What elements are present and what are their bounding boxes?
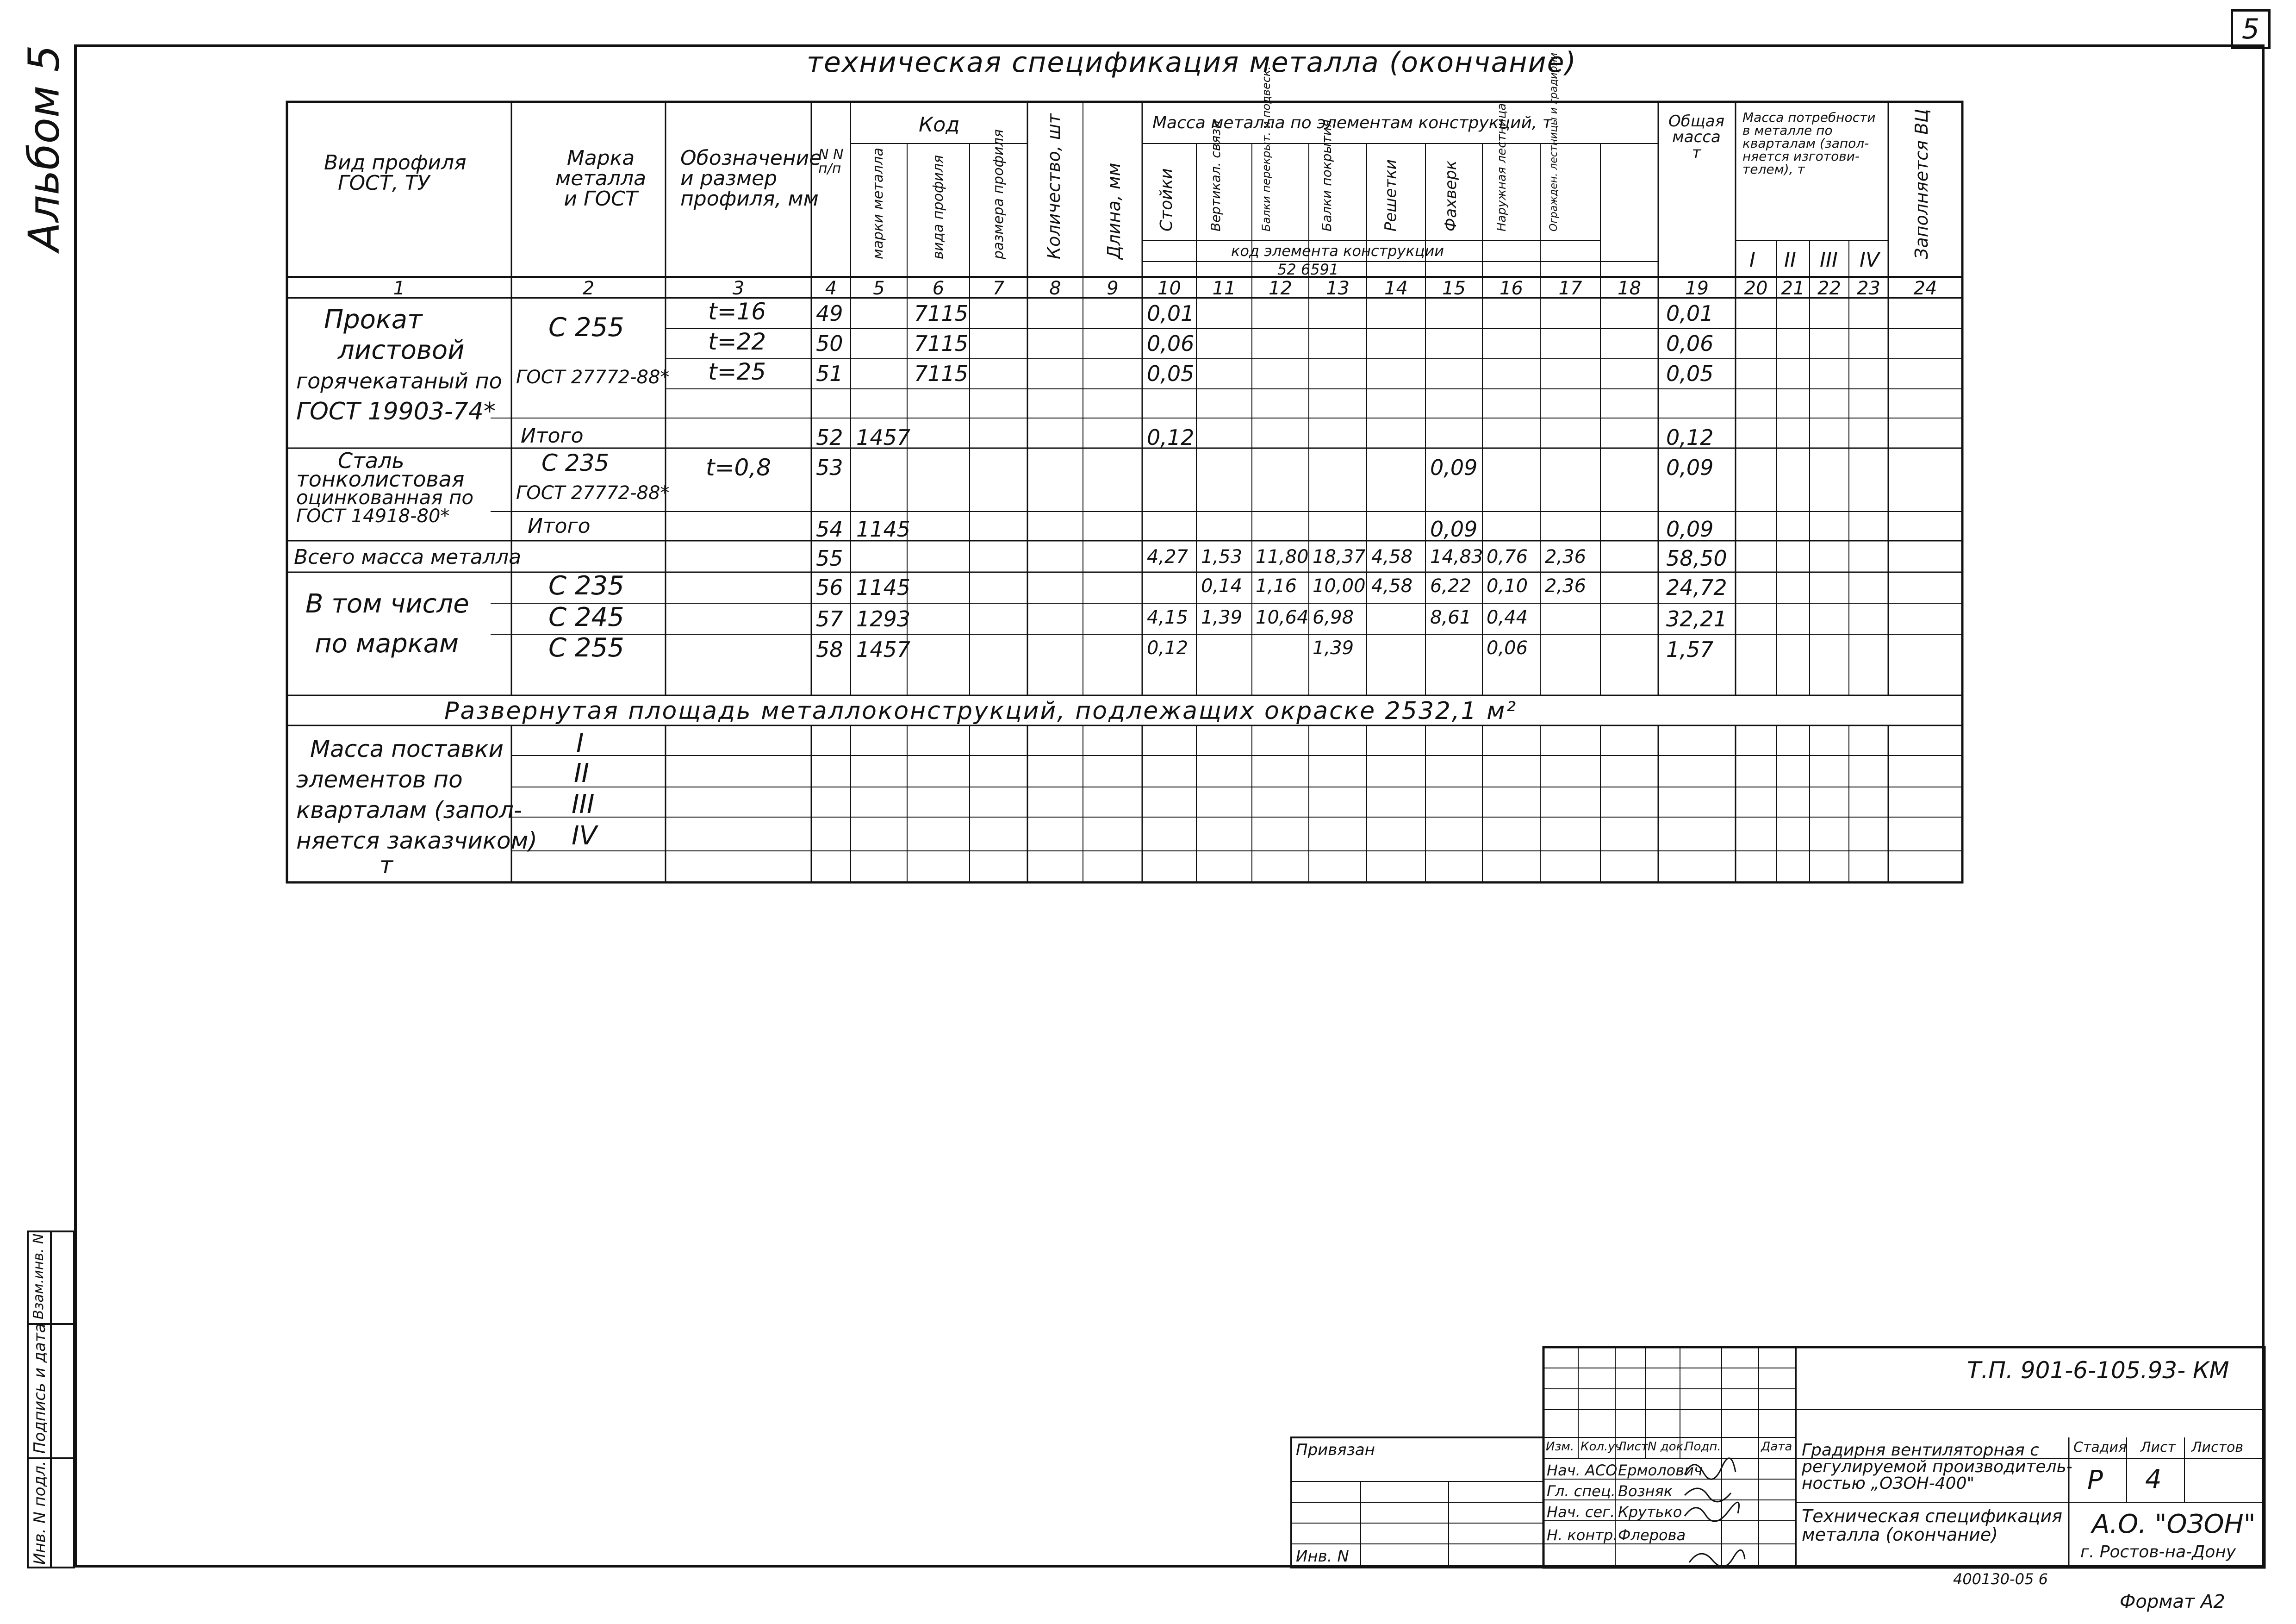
hdr-quarters-l4: няется изготови- (1742, 149, 1860, 164)
column-number: 23 (1857, 278, 1880, 299)
g2-total-c19: 0,09 (1666, 517, 1714, 542)
hdr-fill-vc: Заполняется ВЦ (1911, 109, 1932, 259)
g2-grade: С 235 (541, 450, 610, 476)
g1-col1-l4: ГОСТ 19903-74* (296, 398, 496, 425)
grade-row-c12: 10,64 (1256, 607, 1309, 628)
hdr-col1-l1: Вид профиля (324, 151, 467, 175)
column-number: 20 (1744, 278, 1768, 299)
grade-row-c10: 4,15 (1147, 607, 1188, 628)
stamp-role: Н. контр. (1547, 1526, 1618, 1544)
format-label: Формат А2 (2120, 1591, 2225, 1612)
column-number: 5 (873, 278, 885, 299)
g1-row-size: t=22 (708, 328, 766, 355)
g1-grade: С 255 (548, 312, 624, 343)
supply-l5: т (380, 852, 393, 879)
g1-total-c19: 0,12 (1666, 425, 1714, 450)
hdr-element-code-label: код элемента конструкции (1231, 242, 1444, 260)
column-number: 8 (1049, 278, 1061, 299)
hdr-col4-l2: п/п (818, 161, 841, 177)
grade-row-c11: 0,14 (1201, 575, 1243, 597)
all-total-c10: 4,27 (1147, 546, 1188, 568)
g2-gost: ГОСТ 27772-88* (516, 482, 670, 504)
grade-row-c14: 4,58 (1371, 575, 1413, 597)
all-total-c11: 1,53 (1201, 546, 1243, 568)
column-number: 14 (1384, 278, 1408, 299)
hdr-col3-l2: и размер (680, 167, 778, 190)
hdr-quarters-l2: в металле по (1742, 123, 1833, 138)
column-number: 2 (582, 278, 595, 299)
hdr-q2: II (1784, 248, 1796, 272)
hdr-code-grade: марки металла (870, 148, 886, 259)
hdr-el-6: Фахверк (1442, 160, 1460, 231)
hdr-code-size: размера профиля (990, 129, 1007, 259)
grade-row-c5: 1145 (856, 575, 911, 600)
hdr-qty: Количество, шт (1044, 113, 1064, 259)
grade-row-c13: 6,98 (1313, 607, 1354, 628)
all-total-c19: 58,50 (1666, 546, 1727, 571)
sheet-name-l2: металла (окончание) (1802, 1524, 1998, 1545)
stamp-col-header: N док. (1648, 1440, 1687, 1454)
grade-row-c17: 2,36 (1545, 575, 1587, 597)
g2-col1-l4: ГОСТ 14918-80* (296, 506, 450, 527)
column-number: 9 (1107, 278, 1119, 299)
g1-row-c6: 7115 (914, 361, 969, 386)
area-line: Развернутая площадь металлоконструкций, подлежащих окраске 2532,1 м² (444, 697, 1518, 725)
grade-row-c10: 0,12 (1147, 637, 1188, 659)
hdr-length: Длина, мм (1104, 162, 1124, 259)
page-number: 5 (2231, 9, 2271, 49)
all-total-n: 55 (816, 546, 843, 571)
strip-vzam: Взам.инв. N (31, 1233, 47, 1319)
supply-l2: элементов по (296, 766, 463, 793)
g1-col1-l2: листовой (338, 335, 465, 365)
stamp-col-header: Кол.уч (1580, 1440, 1622, 1454)
grade-row-n: 57 (816, 606, 843, 631)
supply-q4: IV (572, 821, 597, 851)
grade-row-c19: 24,72 (1666, 575, 1727, 600)
grade-row-c16: 0,10 (1487, 575, 1528, 597)
g1-row-c19: 0,06 (1666, 331, 1714, 356)
grade-row-c16: 0,44 (1487, 607, 1528, 628)
privyazan: Привязан (1296, 1441, 1375, 1459)
hdr-el-4: Балки покрытия (1319, 119, 1334, 231)
grade-row-grade: С 255 (548, 633, 624, 663)
stamp-col-header: Дата (1761, 1440, 1792, 1454)
g2-total-c5: 1145 (856, 517, 911, 542)
hdr-el-8: Огражден. лестницы и градирни (1548, 52, 1560, 231)
column-number: 3 (732, 278, 745, 299)
grade-row-c11: 1,39 (1201, 607, 1243, 628)
g1-row-c10: 0,06 (1147, 331, 1195, 356)
hdr-total-mass-l2: масса (1672, 128, 1721, 146)
grade-row-c19: 32,21 (1666, 606, 1727, 631)
hdr-el-3: Балки перекрыт. и подвеск. (1260, 66, 1273, 231)
hdr-el-2: Вертикал. связи (1208, 120, 1223, 231)
g1-total-n: 52 (816, 425, 843, 450)
column-number: 19 (1685, 278, 1709, 299)
g2-col1-l2: тонколистовая (296, 467, 465, 492)
hdr-col3-l1: Обозначение (680, 146, 822, 170)
column-number: 12 (1269, 278, 1292, 299)
stage-label: Стадия (2073, 1439, 2127, 1455)
g1-row-size: t=25 (708, 358, 766, 385)
g1-row-n: 49 (816, 301, 843, 326)
stamp-col-header: Подп. (1685, 1440, 1721, 1454)
grade-row-c13: 1,39 (1313, 637, 1354, 659)
g2-size: t=0,8 (706, 454, 772, 481)
sheet-name (1802, 1507, 2062, 1544)
grade-row-c5: 1293 (856, 606, 911, 631)
g1-total-label: Итого (521, 424, 584, 448)
hdr-q1: I (1749, 248, 1755, 272)
object-title-l3: ностью „ОЗОН-400" (1802, 1474, 1975, 1493)
supply-q1: I (576, 728, 584, 758)
sheet-name-l1: Техническая спецификация (1802, 1506, 2063, 1526)
g1-row-c10: 0,01 (1147, 301, 1195, 326)
column-number: 22 (1817, 278, 1841, 299)
stamp-role: Нач. АСО (1547, 1462, 1618, 1479)
column-number: 21 (1781, 278, 1805, 299)
stamp-name: Флерова (1618, 1526, 1686, 1544)
all-total-c16: 0,76 (1487, 546, 1528, 568)
grade-row-c15: 6,22 (1430, 575, 1472, 597)
hdr-col4-l1: N N (818, 147, 844, 163)
archive-number: 400130-05 6 (1953, 1570, 2048, 1588)
all-total-c14: 4,58 (1371, 546, 1413, 568)
by-grade-l2: по маркам (315, 629, 459, 659)
inv-n: Инв. N (1296, 1547, 1349, 1566)
hdr-el-5: Решетки (1381, 159, 1400, 231)
hdr-col2-l1: Марка (566, 146, 635, 170)
g1-row-n: 51 (816, 361, 843, 386)
hdr-total-mass-l3: т (1692, 144, 1701, 162)
strip-sign-date: Подпись и дата (31, 1323, 49, 1454)
column-number: 24 (1913, 278, 1937, 299)
supply-l3: кварталам (запол- (296, 797, 523, 824)
column-number: 1 (393, 278, 405, 299)
g1-gost: ГОСТ 27772-88* (516, 367, 670, 388)
object-title-l2: регулируемой производитель- (1802, 1457, 2072, 1476)
hdr-quarters-l1: Масса потребности (1742, 110, 1876, 125)
grade-row-c15: 8,61 (1430, 607, 1472, 628)
g1-row-c6: 7115 (914, 301, 969, 326)
g2-col1-l1: Сталь (338, 448, 404, 473)
hdr-el-1: Стойки (1157, 168, 1176, 231)
g2-total-label: Итого (528, 514, 591, 538)
all-total-label: Всего масса металла (294, 545, 522, 569)
hdr-q3: III (1820, 248, 1838, 272)
g1-col1-l3: горячекатаный по (296, 369, 502, 394)
hdr-col2-l2: металла (555, 167, 647, 190)
all-total-c13: 18,37 (1313, 546, 1366, 568)
grade-row-c16: 0,06 (1487, 637, 1528, 659)
grade-row-c13: 10,00 (1313, 575, 1366, 597)
g2-c19: 0,09 (1666, 455, 1714, 480)
hdr-element-code-value: 52 6591 (1277, 261, 1339, 278)
stamp-name: Ермолович (1618, 1462, 1703, 1479)
g1-row-n: 50 (816, 331, 843, 356)
column-number: 6 (932, 278, 945, 299)
hdr-q4: IV (1860, 248, 1880, 272)
sheets-label: Листов (2191, 1439, 2244, 1455)
city: г. Ростов-на-Дону (2080, 1543, 2236, 1562)
stage-value: Р (2087, 1465, 2103, 1495)
supply-l4: няется заказчиком) (296, 827, 537, 854)
company: А.О. "ОЗОН" (2092, 1509, 2256, 1539)
g1-row-c19: 0,01 (1666, 301, 1714, 326)
hdr-code: Код (919, 113, 960, 137)
grade-row-grade: С 235 (548, 571, 624, 601)
g1-total-c10: 0,12 (1147, 425, 1195, 450)
column-number: 4 (825, 278, 837, 299)
sheet-label: Лист (2140, 1439, 2176, 1455)
stamp-role: Гл. спец. (1547, 1482, 1616, 1500)
hdr-col3-l3: профиля, мм (680, 187, 819, 211)
g1-row-c6: 7115 (914, 331, 969, 356)
hdr-total-mass-l1: Общая (1668, 112, 1725, 131)
hdr-quarters-l5: телем), т (1742, 162, 1805, 177)
object-title (1802, 1442, 2072, 1492)
by-grade-l1: В том числе (305, 589, 469, 619)
all-total-c12: 11,80 (1256, 546, 1309, 568)
g1-row-size: t=16 (708, 298, 766, 325)
grade-row-n: 58 (816, 637, 843, 662)
g1-row-c19: 0,05 (1666, 361, 1714, 386)
g2-n: 53 (816, 455, 843, 480)
g2-total-c15: 0,09 (1430, 517, 1478, 542)
all-total-c17: 2,36 (1545, 546, 1587, 568)
grade-row-n: 56 (816, 575, 843, 600)
column-number: 10 (1157, 278, 1181, 299)
hdr-col2-l3: и ГОСТ (564, 187, 638, 211)
album-text: Альбом 5 (19, 44, 69, 252)
sheet-title: техническая спецификация металла (окончание) (807, 46, 1577, 79)
doc-code: Т.П. 901-6-105.93- КМ (1967, 1357, 2229, 1384)
column-number: 18 (1618, 278, 1641, 299)
sheet-value: 4 (2145, 1464, 2162, 1494)
g2-col1-l3: оцинкованная по (296, 486, 474, 509)
supply-q2: II (574, 758, 590, 788)
grade-row-c12: 1,16 (1256, 575, 1297, 597)
grade-row-c5: 1457 (856, 637, 911, 662)
column-number: 7 (992, 278, 1005, 299)
grade-row-grade: С 245 (548, 602, 624, 632)
stamp-col-header: Изм. (1546, 1440, 1574, 1454)
stamp-role: Нач. сег. (1547, 1503, 1615, 1521)
hdr-col1-l2: ГОСТ, ТУ (338, 171, 430, 195)
g1-col1-l1: Прокат (324, 305, 423, 335)
column-number: 15 (1442, 278, 1466, 299)
column-number: 17 (1558, 278, 1582, 299)
g1-total-c5: 1457 (856, 425, 911, 450)
hdr-el-7: Наружная лестница (1495, 103, 1509, 231)
object-title-l1: Градирня вентиляторная с (1802, 1441, 2040, 1460)
g2-total-n: 54 (816, 517, 843, 542)
supply-q3: III (572, 789, 595, 819)
supply-l1: Масса поставки (310, 736, 504, 762)
stamp-name: Крутько (1618, 1503, 1682, 1521)
hdr-code-profile: вида профиля (930, 155, 946, 259)
g2-c15: 0,09 (1430, 455, 1478, 480)
grade-row-c19: 1,57 (1666, 637, 1714, 662)
hdr-mass-by-elements: Масса металла по элементам конструкций, т (1152, 113, 1552, 132)
g1-row-c10: 0,05 (1147, 361, 1195, 386)
hdr-quarters-l3: кварталам (запол- (1742, 136, 1869, 151)
column-number: 11 (1212, 278, 1236, 299)
column-number: 16 (1500, 278, 1523, 299)
stamp-name: Возняк (1618, 1482, 1673, 1500)
stamp-col-header: Лист (1618, 1440, 1648, 1454)
all-total-c15: 14,83 (1430, 546, 1483, 568)
strip-inv-podl: Инв. N подл. (31, 1461, 49, 1565)
column-number: 13 (1326, 278, 1350, 299)
